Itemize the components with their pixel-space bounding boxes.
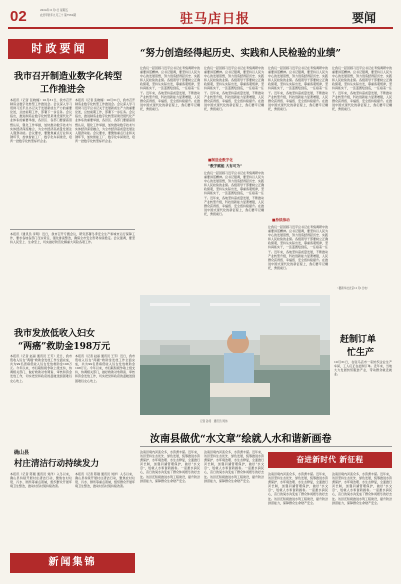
sidebar-title-1: 赶制订单 — [340, 335, 377, 345]
main-body-col2b: 让我们一起回顾习近平总书记在考察调研中的重要讲话精神。总书记强调，要坚持以人民为中心的发展思想，努力创造经得起历史、实践和人民检验的业绩。各级领导干部要树立正确政绩观，坚持从实际出发，尊重客观规律，坚持真抓实干，一张蓝图绘到底，一任接着一任干。近年来，各地坚持高质量发展，不断推动产业转型升级，科技创新能力显著增强，人民群众获得感、幸福感、安全感持续提升。在推进中国式现代化的新征程上，我们要牢记嘱托，勇毅前行。 — [204, 171, 264, 216]
article1-title-2: 工作推进会 — [40, 85, 86, 95]
article4-title: 村庄清洁行动持续发力 — [14, 459, 100, 469]
issue-info-2: 农历甲辰年九月三十 第7562期 — [40, 14, 76, 17]
main-body-col3b: 让我们一起回顾习近平总书记在考察调研中的重要讲话精神。总书记强调，要坚持以人民为中心的发展思想，努力创造经得起历史、实践和人民检验的业绩。各级领导干部要树立正确政绩观，坚持从实际出发，尊重客观规律，坚持真抓实干，一张蓝图绘到底，一任接着一任干。近年来，各地坚持高质量发展，不断推动产业转型升级，科技创新能力显著增强，人民群众获得感、幸福感、安全感持续提升。在推进中国式现代化的新征程上，我们要牢记嘱托，勇毅前行。 — [268, 225, 328, 270]
article1-title-1: 我市召开制造业数字化转型 — [14, 72, 123, 82]
article3-body-col2: 本报讯（记者 赵丽 通讯员 王芳）近日，我市低收入妇女“两癌”救助金发放工作全面完成，共为99名患病低收入妇女发放救助金198万元。今年以来，市妇联积极争取上级支持，协调相关部门，做好救助对象筛查、审核和资金发放工作，切实把党和政府的温暖送到困难妇女心坎上。 — [75, 354, 135, 383]
lower-body-col4: 汝南县境内河流众多，水资源丰富。近年来，该县坚持生态优先、绿色发展，统筹推进水资源保护、水环境治理、水生态修复，全面推行河长制，加强河湖管理保护，做好“水文章”，绘就人水和谐新画卷。一泓碧水润民心，昔日的臭水沟变成了群众休闲娱乐的好去处。该县还积极推进水利工程建设，提升防洪排涝能力，保障群众生命财产安全。 — [332, 472, 392, 505]
lower-body-col3: 汝南县境内河流众多，水资源丰富。近年来，该县坚持生态优先、绿色发展，统筹推进水资源保护、水环境治理、水生态修复，全面推行河长制，加强河湖管理保护，做好“水文章”，绘就人水和谐新画卷。一泓碧水润民心，昔日的臭水沟变成了群众休闲娱乐的好去处。该县还积极推进水利工程建设，提升防洪排涝能力，保障群众生命财产安全。 — [268, 472, 328, 505]
article3-body: 本报讯（记者 赵丽 通讯员 王芳）近日，我市低收入妇女“两癌”救助金发放工作全面完成，共为99名患病低收入妇女发放救助金198万元。今年以来，市妇联积极争取上级支持，协调相关部门，做好救助对象筛查、审核和资金发放工作，切实把党和政府的温暖送到困难妇女心坎上。 — [10, 354, 72, 383]
lower-banner — [268, 452, 392, 468]
sidebar-title-2: 忙生产 — [347, 348, 375, 358]
page-number: 02 — [10, 8, 27, 25]
divider — [10, 229, 135, 230]
article3-title-1: 我市发放低收入妇女 — [14, 329, 96, 339]
article1-body-col2: 本报讯（记者 张晓楠）10月31日，我市召开制造业数字化转型工作推进会。会议深入学习贯彻习近平总书记关于发展新质生产力的重要论述，总结前期工作，部署下一步任务。会议指出，推进制造业数字化转型是建设现代化产业体系的重要举措，各县区、各部门要提高思想认识，强化工作举措，加快推动数字技术与实体经济深度融合，为全市经济高质量发展注入强劲动能。会议要求，要聚焦重点行业和关键环节，加快智能工厂、数字化车间建设，培育一批数字化转型标杆企业。 — [75, 98, 135, 143]
paper-name: 驻马店日报 — [180, 12, 251, 27]
lower-banner-label: 奋进新时代 新征程 — [296, 455, 364, 464]
lower-title: 汝南县做优“水文章”绘就人水和谐新画卷 — [150, 434, 332, 445]
article4-body: 本报讯（记者 陈刚 通讯员 刘洋）入冬以来，确山县持续开展村庄清洁行动，聚焦农村垃圾、污水、厕所等重点领域，组织群众开展环境卫生整治，推动村容村貌持续改善。 — [10, 472, 72, 489]
news-roundup-label: 新闻集锦 — [48, 557, 97, 568]
lower-rule — [140, 446, 392, 447]
main-body-col2: 让我们一起回顾习近平总书记在考察调研中的重要讲话精神。总书记强调，要坚持以人民为中心的发展思想，努力创造经得起历史、实践和人民检验的业绩。各级领导干部要树立正确政绩观，坚持从实际出发，尊重客观规律，坚持真抓实干，一张蓝图绘到底，一任接着一任干。近年来，各地坚持高质量发展，不断推动产业转型升级，科技创新能力显著增强，人民群众获得感、幸福感、安全感持续提升。在推进中国式现代化的新征程上，我们要牢记嘱托，勇毅前行。 — [204, 66, 264, 111]
news-roundup-banner — [10, 553, 135, 573]
section-banner-label: 时 政 要 闻 — [31, 43, 85, 55]
article2-body: 本报讯（通讯员 李明）近日，我市召开专题会议，研究部署冬季安全生产和城市运行保障工作，要求各地各部门压实责任，强化排查整治，确保全市安全形势持续稳定。会议强调，要坚持人民至上、生命至上，切实做好防范化解重大风险各项工作。 — [10, 232, 135, 245]
article3-title-2: “两癌”救助金198万元 — [18, 342, 111, 352]
lower-byline: 记者 孙涛 通讯员 周伟 — [200, 420, 228, 423]
main-body-col3: 让我们一起回顾习近平总书记在考察调研中的重要讲话精神。总书记强调，要坚持以人民为中心的发展思想，努力创造经得起历史、实践和人民检验的业绩。各级领导干部要树立正确政绩观，坚持从实际出发，尊重客观规律，坚持真抓实干，一张蓝图绘到底，一任接着一任干。近年来，各地坚持高质量发展，不断推动产业转型升级，科技创新能力显著增强，人民群众获得感、幸福感、安全感持续提升。在推进中国式现代化的新征程上，我们要牢记嘱托，勇毅前行。 — [268, 66, 328, 111]
masthead — [0, 0, 401, 30]
main-subheading-3: ■持续推动 — [272, 218, 290, 222]
main-subheading-2: “数字赋能 大有可为” — [208, 164, 243, 168]
main-headline: “努力创造经得起历史、实践和人民检验的业绩” — [140, 48, 341, 59]
sidebar-caption: 10月31日，在驻马店市一家纺织企业生产车间，工人们正在赶制订单。近年来，当地大力发展纺织服装产业，带动群众就近就业。 — [334, 360, 392, 377]
issue-info: 2024年11月1日 星期五 — [40, 9, 68, 12]
article4-body-col2: 本报讯（记者 陈刚 通讯员 刘洋）入冬以来，确山县持续开展村庄清洁行动，聚焦农村垃圾、污水、厕所等重点领域，组织群众开展环境卫生整治，推动村容村貌持续改善。 — [75, 472, 135, 489]
section-banner — [8, 39, 108, 59]
masthead-rule — [8, 27, 393, 29]
article1-body: 本报讯（记者 张晓楠）10月31日，我市召开制造业数字化转型工作推进会。会议深入学习贯彻习近平总书记关于发展新质生产力的重要论述，总结前期工作，部署下一步任务。会议指出，推进制造业数字化转型是建设现代化产业体系的重要举措，各县区、各部门要提高思想认识，强化工作举措，加快推动数字技术与实体经济深度融合，为全市经济高质量发展注入强劲动能。会议要求，要聚焦重点行业和关键环节，加快智能工厂、数字化车间建设，培育一批数字化转型标杆企业。 — [10, 98, 72, 143]
lower-body-col1: 汝南县境内河流众多，水资源丰富。近年来，该县坚持生态优先、绿色发展，统筹推进水资源保护、水环境治理、水生态修复，全面推行河长制，加强河湖管理保护，做好“水文章”，绘就人水和谐新画卷。一泓碧水润民心，昔日的臭水沟变成了群众休闲娱乐的好去处。该县还积极推进水利工程建设，提升防洪排涝能力，保障群众生命财产安全。 — [140, 450, 200, 483]
main-body-col4: 让我们一起回顾习近平总书记在考察调研中的重要讲话精神。总书记强调，要坚持以人民为中心的发展思想，努力创造经得起历史、实践和人民检验的业绩。各级领导干部要树立正确政绩观，坚持从实际出发，尊重客观规律，坚持真抓实干，一张蓝图绘到底，一任接着一任干。近年来，各地坚持高质量发展，不断推动产业转型升级，科技创新能力显著增强，人民群众获得感、幸福感、安全感持续提升。在推进中国式现代化的新征程上，我们要牢记嘱托，勇毅前行。 — [332, 66, 392, 111]
main-subheading-1: ■制造业数字化 — [208, 158, 233, 162]
article4-kicker: 确山县 — [14, 450, 30, 456]
lower-body-col2: 汝南县境内河流众多，水资源丰富。近年来，该县坚持生态优先、绿色发展，统筹推进水资源保护、水环境治理、水生态修复，全面推行河长制，加强河湖管理保护，做好“水文章”，绘就人水和谐新画卷。一泓碧水润民心，昔日的臭水沟变成了群众休闲娱乐的好去处。该县还积极推进水利工程建设，提升防洪排涝能力，保障群众生命财产安全。 — [204, 450, 264, 483]
main-footer: （据新华社北京11月1日电） — [336, 287, 370, 290]
section-name: 要闻 — [352, 11, 377, 25]
news-photo — [140, 295, 330, 415]
main-body-col1: 让我们一起回顾习近平总书记在考察调研中的重要讲话精神。总书记强调，要坚持以人民为中心的发展思想，努力创造经得起历史、实践和人民检验的业绩。各级领导干部要树立正确政绩观，坚持从实际出发，尊重客观规律，坚持真抓实干，一张蓝图绘到底，一任接着一任干。近年来，各地坚持高质量发展，不断推动产业转型升级，科技创新能力显著增强，人民群众获得感、幸福感、安全感持续提升。在推进中国式现代化的新征程上，我们要牢记嘱托，勇毅前行。 — [140, 66, 200, 111]
